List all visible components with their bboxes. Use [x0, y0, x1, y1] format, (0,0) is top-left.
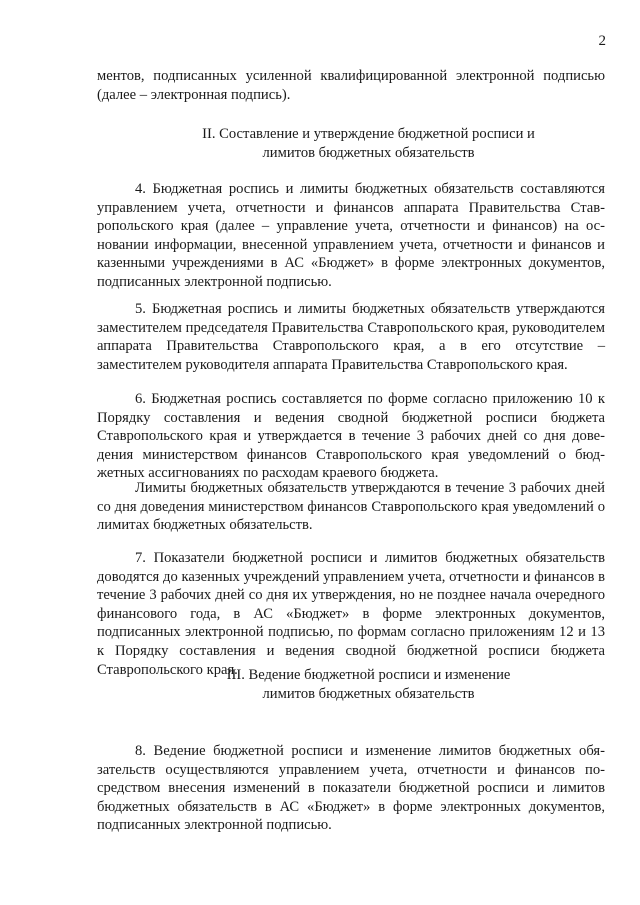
section-3-heading-line1: III. Ведение бюджетной росписи и изменение: [226, 667, 511, 683]
section-3-heading: [97, 666, 640, 703]
section-2-heading-line1: II. Составление и утверждение бюджетной росписи и: [202, 126, 535, 142]
section-2-heading: [97, 125, 640, 162]
paragraph-5: 5. Бюджетная роспись и лимиты бюджетных обязательств утверждаются заместителем председателя Правительства Ставропольского края, руководителем аппарата Правительства Ставропольского края, а в его отсутствие – заместителем руководителя аппарата Правительства Ставропольского края.: [97, 301, 605, 373]
page-number: 2: [598, 33, 606, 49]
paragraph-6-limits: Лимиты бюджетных обязательств утверждаются в течение 3 рабочих дней со дня доведения министерством финансов Ставропольского края уведомлений о лимитах бюджетных обязательств.: [97, 480, 605, 534]
paragraph-8: 8. Ведение бюджетной росписи и изменение лимитов бюджетных обязательств осуществляются управлением учета, отчетности и финансов посредством внесения изменений в показатели бюджетной росписи и лимитов бюджетных обязательств в АС «Бюджет» в форме электронных документов, подписанных электронной подписью.: [97, 743, 605, 834]
section-2-heading-line2: лимитов бюджетных обязательств: [262, 144, 475, 161]
paragraph-7: 7. Показатели бюджетной росписи и лимитов бюджетных обязательств доводятся до казенных учреждений управлением учета, отчетности и финансов в течение 3 рабочих дней со дня их утверждения, но не позднее начала очередного финансового года, в АС «Бюджет» в форме электронных документов, подписанных электронной подписью, по формам согласно приложениям 12 и 13 к Порядку составления и ведения сводной бюджетной росписи бюджета Ставропольского края.: [97, 550, 605, 678]
paragraph-4: 4. Бюджетная роспись и лимиты бюджетных обязательств составляются управлением учета, отчетности и финансов аппарата Правительства Ставропольского края (далее – управление учета, отчетности и финансов) на основании информации, внесенной управлением учета, отчетности и финансов и казенными учреждениями в АС «Бюджет» в форме электронных документов, подписанных электронной подписью.: [97, 181, 605, 290]
section-3-heading-line2: лимитов бюджетных обязательств: [262, 685, 475, 702]
intro-paragraph: ментов, подписанных усиленной квалифицированной электронной подписью (далее – электронная подпись).: [97, 68, 605, 103]
paragraph-6: 6. Бюджетная роспись составляется по форме согласно приложению 10 к Порядку составления и ведения сводной бюджетной росписи бюджета Ставропольского края и утверждается в течение 3 рабочих дней со дня доведения министерством финансов Ставропольского края уведомлений о бюджетных ассигнованиях по расходам краевого бюджета.: [97, 391, 605, 482]
